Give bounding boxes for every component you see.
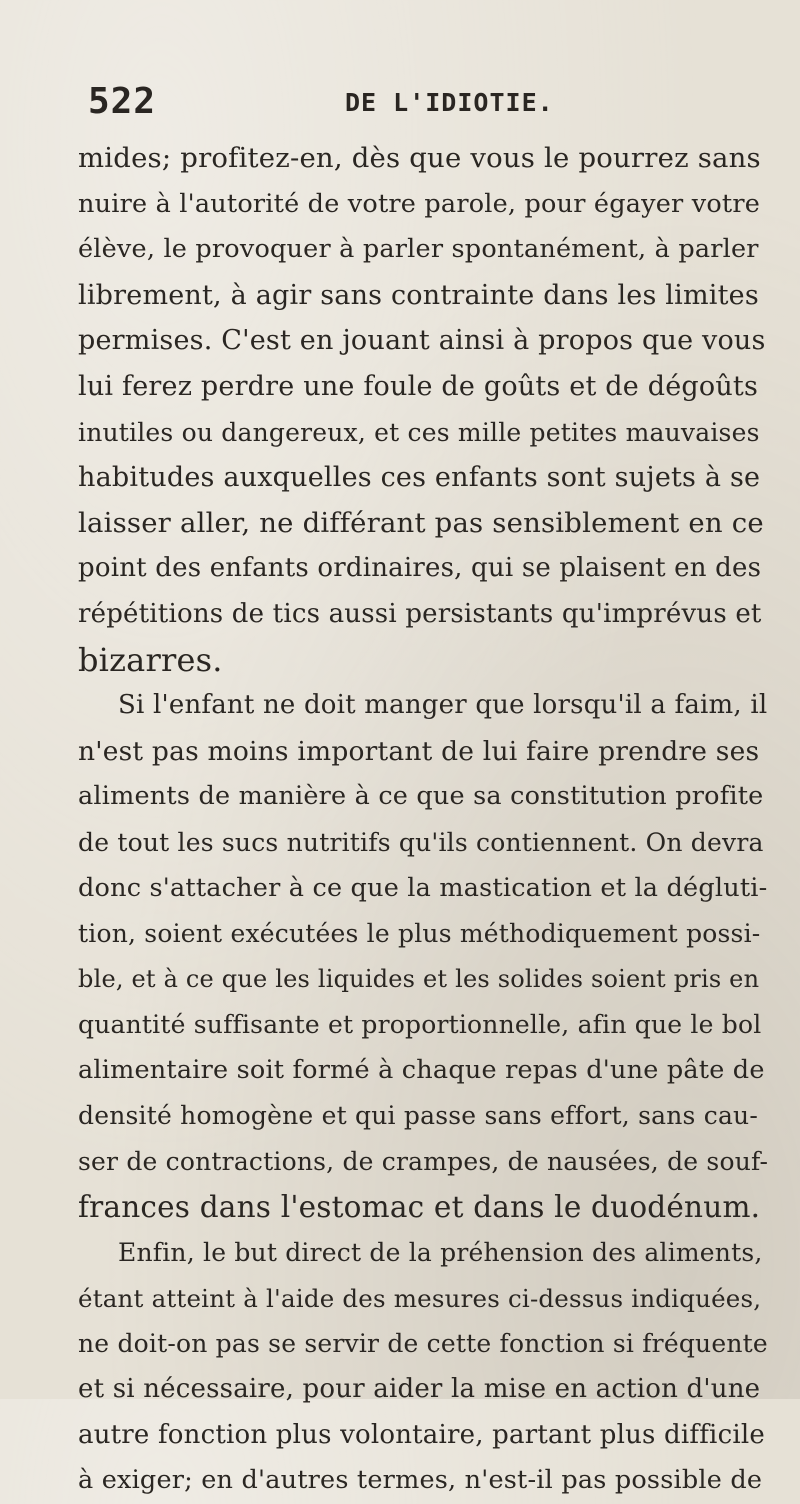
running-head xyxy=(88,82,738,122)
text-line: point des enfants ordinaires, qui se plaisent en des xyxy=(78,553,762,584)
text-line: autre fonction plus volontaire, partant plus difficile xyxy=(78,1419,765,1450)
text-line: tion, soient exécutées le plus méthodiquement possi- xyxy=(78,919,761,949)
text-line: à exiger; en d'autres termes, n'est-il pas possible de xyxy=(78,1465,763,1496)
text-line: inutiles ou dangereux, et ces mille petites mauvaises xyxy=(78,417,760,447)
text-line: ble, et à ce que les liquides et les solides soient pris en xyxy=(78,964,760,993)
text-line: de tout les sucs nutritifs qu'ils contiennent. On devra xyxy=(78,827,764,857)
text-line: mides; profitez-en, dès que vous le pourrez sans xyxy=(78,142,761,174)
text-line: librement, à agir sans contrainte dans les limites xyxy=(78,279,759,311)
text-line: densité homogène et qui passe sans effort, sans cau- xyxy=(78,1101,758,1131)
text-line: quantité suffisante et proportionnelle, afin que le bol xyxy=(78,1010,762,1040)
text-line: élève, le provoquer à parler spontanément, à parler xyxy=(78,234,759,265)
text-line: répétitions de tics aussi persistants qu'imprévus et xyxy=(78,598,762,629)
text-line: ne doit-on pas se servir de cette fonction si fréquente xyxy=(78,1329,768,1359)
paragraph-end-line: bizarres. xyxy=(78,640,223,679)
text-line: étant atteint à l'aide des mesures ci-dessus indiquées, xyxy=(78,1283,762,1313)
paragraph-start-line: Enfin, le but direct de la préhension des aliments, xyxy=(118,1238,763,1268)
paragraph-end-line: frances dans l'estomac et dans le duodénum. xyxy=(78,1189,761,1224)
text-line: ser de contractions, de crampes, de nausées, de souf- xyxy=(78,1147,769,1177)
body-text xyxy=(78,136,769,1504)
text-line: et si nécessaire, pour aider la mise en action d'une xyxy=(78,1374,761,1405)
page-number: 522 xyxy=(88,81,157,122)
text-line: nuire à l'autorité de votre parole, pour égayer votre xyxy=(78,188,761,219)
running-title: DE L'IDIOTIE. xyxy=(345,88,554,117)
text-line: donc s'attacher à ce que la mastication et la dégluti- xyxy=(78,872,768,903)
text-line: aliments de manière à ce que sa constitution profite xyxy=(78,781,764,812)
paragraph-start-line: Si l'enfant ne doit manger que lorsqu'il a faim, il xyxy=(118,690,768,721)
text-line: permises. C'est en jouant ainsi à propos que vous xyxy=(78,325,766,357)
text-line: laisser aller, ne différant pas sensiblement en ce xyxy=(78,506,764,539)
text-line: habitudes auxquelles ces enfants sont sujets à se xyxy=(78,462,761,494)
text-line: alimentaire soit formé à chaque repas d'une pâte de xyxy=(78,1054,765,1085)
text-line: lui ferez perdre une foule de goûts et de dégoûts xyxy=(78,370,759,402)
text-line: n'est pas moins important de lui faire prendre ses xyxy=(78,735,760,767)
